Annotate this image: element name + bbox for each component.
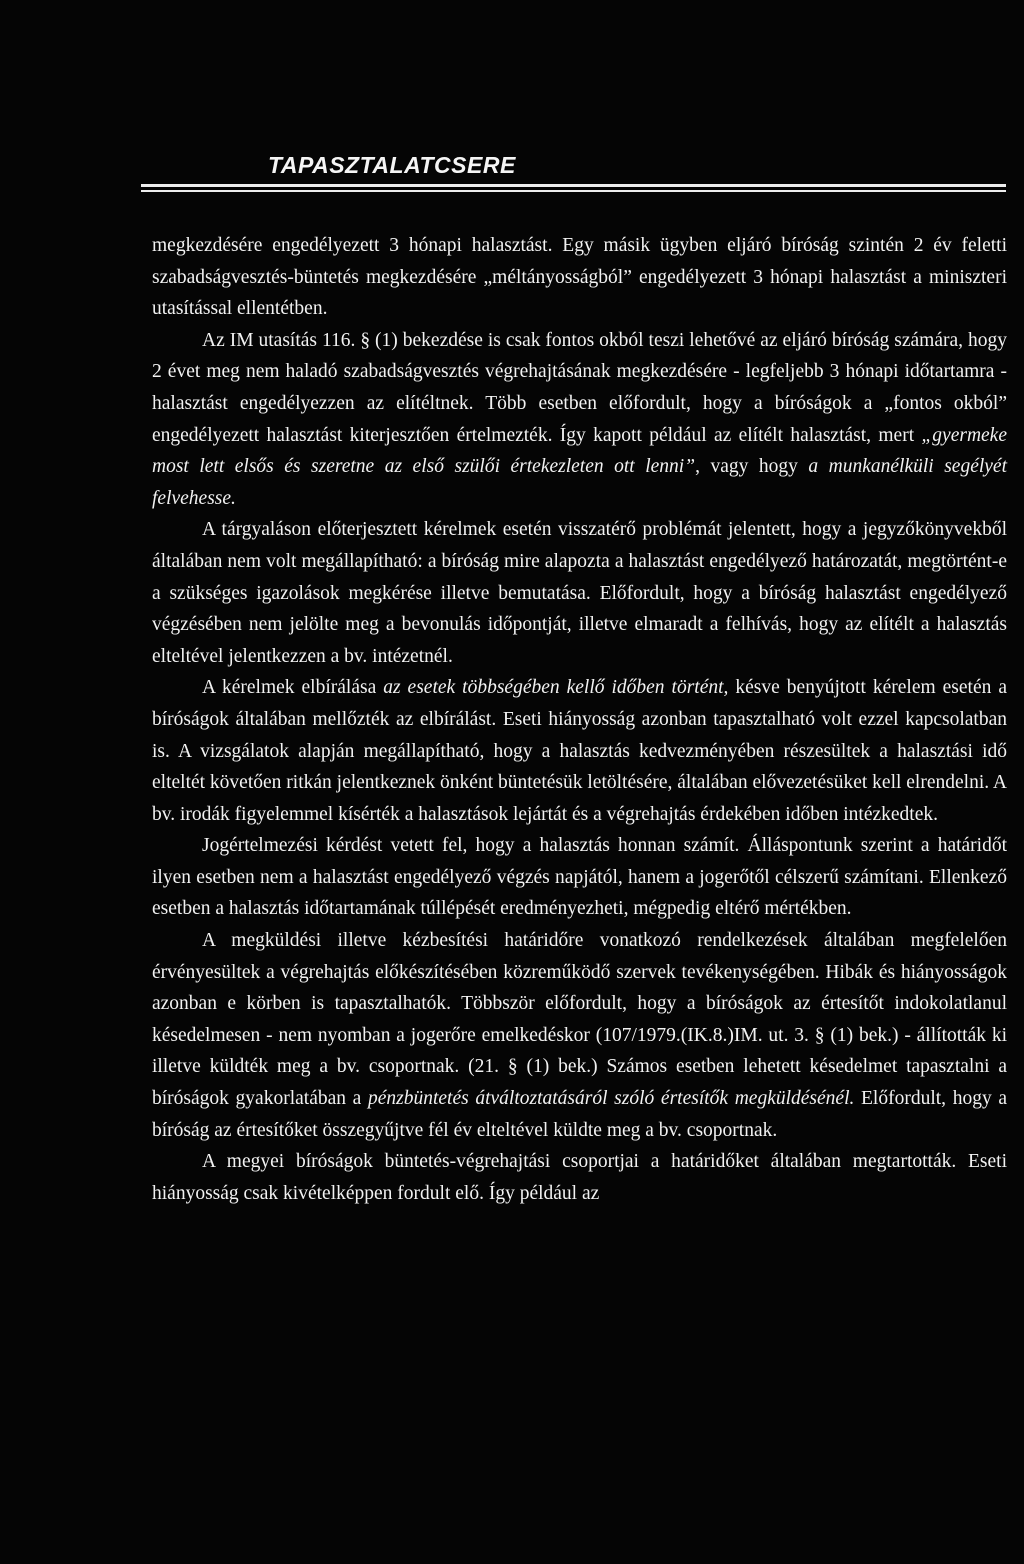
text-run: késve benyújtott kérelem esetén a bíróságok általában mellőzték az elbírálást. Eseti hiányosság azonban tapasztalható volt ezzel kapcsolatban is. A vizsgálatok alapján megállapítható, hogy a halasztás kedvezményében részesültek a halasztási idő elteltét követően ritkán jelentkeznek önként büntetésük letöltésére, általában elővezetésüket kell elrendelni. A bv. irodák figyelemmel kísérték a halasztások lejártát és a végrehajtás érdekében időben intézkedtek. <box>152 677 1007 825</box>
running-header-title: TAPASZTALATCSERE <box>268 152 516 178</box>
paragraph <box>152 230 1007 325</box>
italic-text: az esetek többségében kellő időben történt, <box>383 677 729 699</box>
text-run: A tárgyaláson előterjesztett kérelmek esetén visszatérő problémát jelentett, hogy a jegyzőkönyvekből általában nem volt megállapítható: a bíróság mire alapozta a halasztást engedélyező határozatát, megtörtént-e a szükséges igazolások megkérése illetve bemutatása. Előfordult, hogy a bíróság halasztást engedélyező végzésében nem jelölte meg a bevonulás időpontját, illetve elmaradt a felhívás, hogy az elítélt a halasztás elteltével jelentkezzen a bv. intézetnél. <box>152 519 1007 667</box>
paragraph <box>152 325 1007 515</box>
italic-text: „gyermeke most lett elsős és szeretne az első szülői értekezleten ott lenni” <box>152 424 1007 478</box>
text-run: Az IM utasítás 116. § (1) bekezdése is csak fontos okból teszi lehetővé az eljáró bíróság számára, hogy 2 évet meg nem haladó szabadságvesztés végrehajtásának megkezdésére - legfeljebb 3 hónapi időtartamra - halasztást engedélyezzen az elítéltnek. Több esetben előfordult, hogy a bíróságok a „fontos okból” engedélyezett halasztást kiterjesztően értelmezték. Így kapott például az elítélt halasztást, mert <box>152 329 1007 446</box>
paragraph <box>152 830 1007 925</box>
text-run: , vagy hogy <box>695 456 809 478</box>
paragraph <box>152 925 1007 1146</box>
paragraph <box>152 672 1007 830</box>
italic-text: pénzbüntetés átváltoztatásáról szóló értesítők megküldésénél. <box>367 1088 855 1110</box>
text-run: Előfordult, hogy a bíróság az értesítőket összegyűjtve fél év elteltével küldte meg a bv. csoportnak. <box>152 1088 1008 1141</box>
text-run: A kérelmek elbírálása <box>202 677 384 699</box>
text-run: Jogértelmezési kérdést vetett fel, hogy a halasztás honnan számít. Álláspontunk szerint a határidőt ilyen esetben nem a halasztást engedélyező végzés napjától, hanem a jogerőtől célszerű számítani. Ellenkező esetben a halasztás időtartamának túllépését eredményezheti, mégpedig eltérő mértékben. <box>152 835 1007 920</box>
header-rule-thin <box>141 190 1006 192</box>
header-rule-thick <box>141 184 1006 187</box>
italic-text: a munkanélküli segélyét felvehesse. <box>152 456 1007 509</box>
paragraph <box>152 1146 1007 1209</box>
body-text <box>152 230 1007 1209</box>
text-run: A megküldési illetve kézbesítési határidőre vonatkozó rendelkezések általában megfelelően érvényesültek a végrehajtás előkészítésében közreműködő szervek tevékenységében. Hibák és hiányosságok azonban e körben is tapasztalhatók. Többször előfordult, hogy a bíróságok az értesítőt indokolatlanul késedelmesen - nem nyomban a jogerőre emelkedéskor (107/1979.(IK.8.)IM. ut. 3. § (1) bek.) - állították ki illetve küldték meg a bv. csoportnak. (21. § (1) bek.) Számos esetben lehetett késedelmet tapasztalni a bíróságok gyakorlatában a <box>152 930 1007 1110</box>
paragraph <box>152 514 1007 672</box>
text-run: megkezdésére engedélyezett 3 hónapi halasztást. Egy másik ügyben eljáró bíróság szintén 2 év feletti szabadságvesztés-büntetés megkezdésére „méltányosságból” engedélyezett 3 hónapi halasztást a miniszteri utasítással ellentétben. <box>152 235 1007 320</box>
text-run: A megyei bíróságok büntetés-végrehajtási csoportjai a határidőket általában megtartották. Eseti hiányosság csak kivételképpen fordult elő. Így például az <box>152 1151 1007 1204</box>
